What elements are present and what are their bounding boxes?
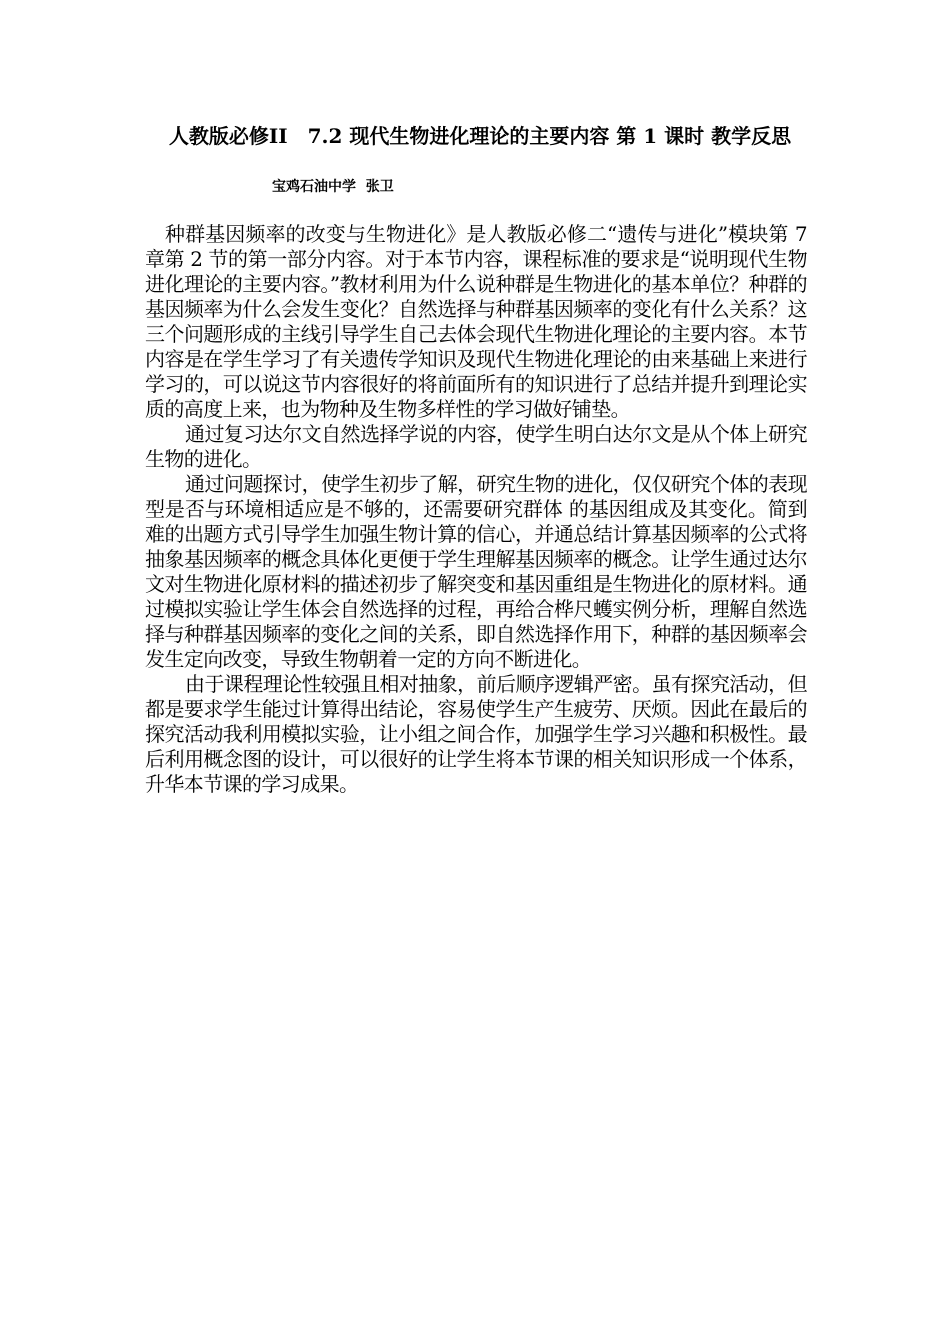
document-title: 人教版必修II 7.2 现代生物进化理论的主要内容 第 1 课时 教学反思 xyxy=(168,124,792,148)
document-body xyxy=(145,222,807,797)
paragraph-review: 通过复习达尔文自然选择学说的内容，使学生明白达尔文是从个体上研究生物的进化。 xyxy=(145,422,807,471)
paragraph-intro: 种群基因频率的改变与生物进化》是人教版必修二“遗传与进化”模块第 7 章第 2 节的第一部分内容。对于本节内容，课程标准的要求是“说明现代生物进化理论的主要内容。”教材利用为什么说种群是生物进化的基本单位？种群的基因频率为什么会发生变化？自然选择与种群基因频率的变化有什么关系？这三个问题形成的主线引导学生自己去体会现代生物进化理论的主要内容。本节内容是在学生学习了有关遗传学知识及现代生物进化理论的由来基础上来进行学习的，可以说这节内容很好的将前面所有的知识进行了总结并提升到理论实质的高度上来，也为物种及生物多样性的学习做好铺垫。 xyxy=(145,222,807,421)
document-author: 宝鸡石油中学 张卫 xyxy=(272,179,394,195)
paragraph-inquiry: 通过问题探讨，使学生初步了解，研究生物的进化，仅仅研究个体的表现型是否与环境相适应是不够的，还需要研究群体 的基因组成及其变化。简到难的出题方式引导学生加强生物计算的信心，并通总结计算基因频率的公式将抽象基因频率的概念具体化更便于学生理解基因频率的概念。让学生通过达尔文对生物进化原材料的描述初步了解突变和基因重组是生物进化的原材料。通过模拟实验让学生体会自然选择的过程，再给合桦尺蠖实例分析，理解自然选择与种群基因频率的变化之间的关系，即自然选择作用下，种群的基因频率会发生定向改变，导致生物朝着一定的方向不断进化。 xyxy=(145,472,807,671)
paragraph-reflection: 由于课程理论性较强且相对抽象，前后顺序逻辑严密。虽有探究活动，但都是要求学生能过计算得出结论，容易使学生产生疲劳、厌烦。因此在最后的探究活动我利用模拟实验，让小组之间合作，加强学生学习兴趣和积极性。最后利用概念图的设计，可以很好的让学生将本节课的相关知识形成一个体系，升华本节课的学习成果。 xyxy=(145,672,807,796)
